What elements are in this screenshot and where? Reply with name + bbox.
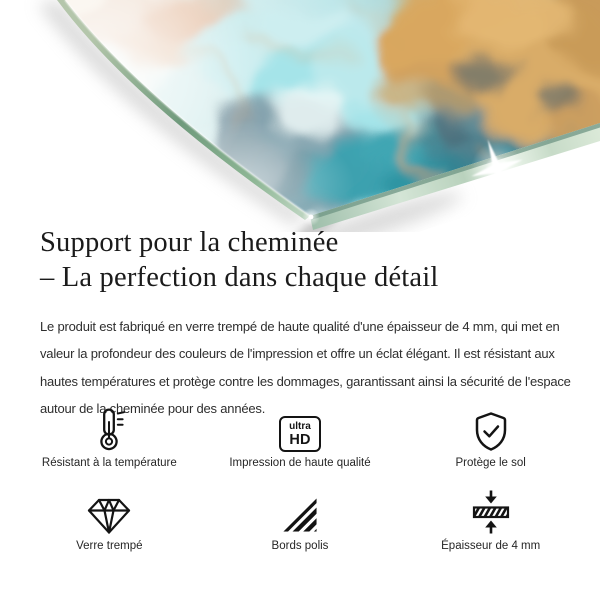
feature-label: Bords polis <box>271 540 329 552</box>
glass-panel-art <box>0 0 600 232</box>
description-line: hautes températures et protège contre les dommages, garantissant ainsi la sécurité de l'espace <box>40 373 571 389</box>
feature-label: Protège le sol <box>455 457 526 469</box>
shield-check-icon <box>469 411 513 452</box>
feature-print-quality <box>205 404 396 472</box>
feature-polished-edges <box>205 487 396 555</box>
hero-product-image <box>0 0 600 232</box>
description-line: Le produit est fabriqué en verre trempé de haute qualité d'une épaisseur de 4 mm, qui met en <box>40 319 560 334</box>
feature-floor-protection <box>395 404 586 472</box>
thickness-icon <box>468 489 514 535</box>
ultra-hd-label-top: ultra <box>289 420 311 432</box>
description-line: valeur la profondeur des couleurs de l'impression et offre un éclat élégant. Il est résistant aux <box>40 346 555 362</box>
page-title <box>40 226 439 295</box>
page-title-line2: – La perfection dans chaque détail <box>40 261 439 293</box>
feature-label: Résistant à la température <box>41 457 177 469</box>
ultra-hd-icon <box>279 416 321 452</box>
page-title-line1: Support pour la cheminée <box>40 227 339 258</box>
polished-edges-icon <box>278 495 322 535</box>
diamond-icon <box>86 497 132 535</box>
feature-thickness <box>395 487 586 555</box>
feature-tempered-glass <box>14 487 205 555</box>
description-line: autour de la cheminée pour des années. <box>40 401 266 417</box>
corner-glint <box>302 208 320 226</box>
feature-label: Impression de haute qualité <box>229 457 371 469</box>
thermometer-icon <box>86 407 132 452</box>
feature-label: Épaisseur de 4 mm <box>441 540 541 552</box>
feature-label: Verre trempé <box>76 540 143 552</box>
feature-temperature <box>14 404 205 472</box>
ultra-hd-label-bottom: HD <box>289 431 311 448</box>
feature-grid <box>14 404 586 555</box>
